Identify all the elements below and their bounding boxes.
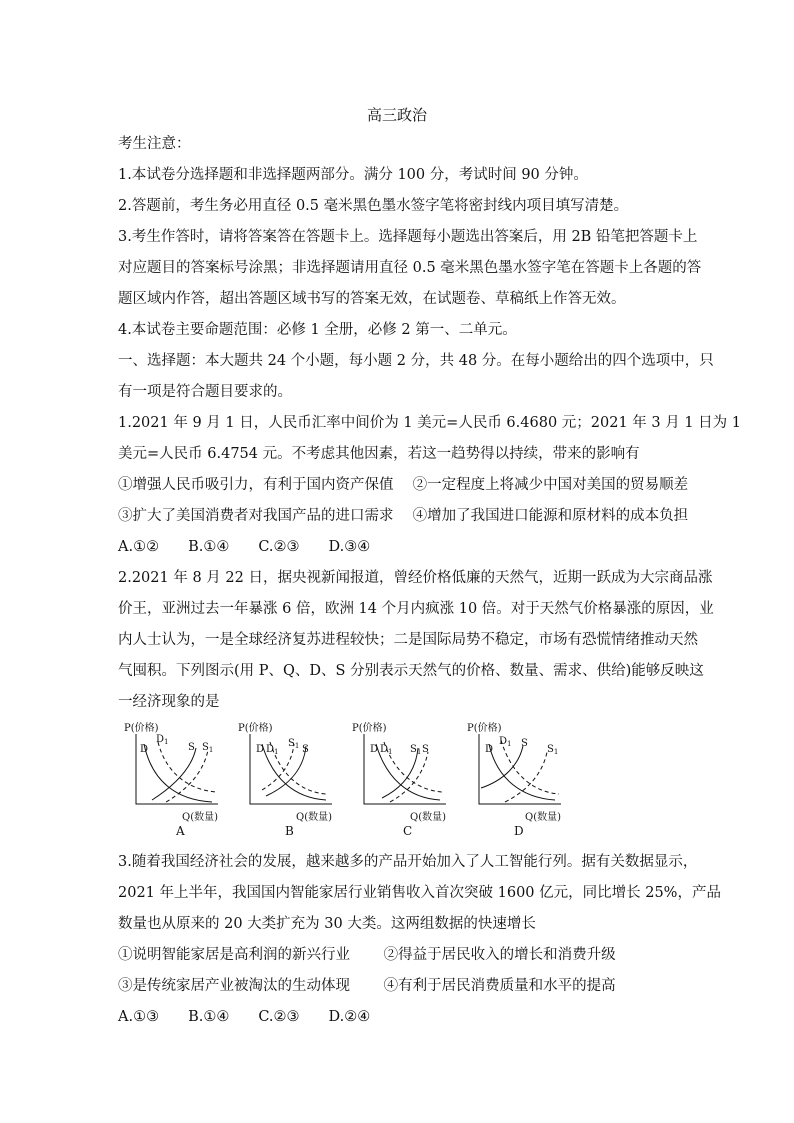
x-axis-label: Q(数量) <box>410 812 447 823</box>
curve-label-s1: $S_1$ <box>410 744 422 756</box>
curve-label-d1: $D_1$ <box>156 734 169 746</box>
supply-curve-s1 <box>390 752 428 802</box>
x-axis-label: Q(数量) <box>296 812 333 823</box>
page-title: 高三政治 <box>366 106 427 124</box>
notice-heading: 考生注意： <box>118 136 191 152</box>
section-heading: 有一项是符合题目要求的。 <box>118 384 292 400</box>
x-axis-label: Q(数量) <box>182 812 219 823</box>
q1-answers: A.①② B.①④ C.②③ D.③④ <box>118 539 371 555</box>
graph-label-b: B <box>285 824 294 838</box>
q3-option: ①说明智能家居是高利润的新兴行业 ②得益于居民收入的增长和消费升级 <box>118 947 616 963</box>
section-heading: 一、选择题：本大题共 24 个小题，每小题 2 分，共 48 分。在每小题给出的四个选项中，只 <box>118 353 714 369</box>
curve-label-d: D <box>140 744 149 755</box>
graph-label-c: C <box>403 824 413 838</box>
q3-answers: A.①③ B.①④ C.②③ D.②④ <box>118 1009 371 1025</box>
curve-label-d: D <box>485 744 494 755</box>
graph-c-svg <box>350 722 455 822</box>
curve-label-s1: $S_1$ <box>288 738 300 750</box>
curve-label-s: S <box>521 738 528 749</box>
q3-stem: 数量也从原来的 20 大类扩充为 30 大类。这两组数据的快速增长 <box>118 916 536 932</box>
q2-stem: 气囤积。下列图示(用 P、Q、D、S 分别表示天然气的价格、数量、需求、供给)能够反映这 <box>118 663 704 679</box>
graph-label-d: D <box>514 824 524 838</box>
curve-label-d: D <box>370 744 379 755</box>
supply-curve-s <box>152 748 196 800</box>
notice-item: 对应题目的答案标号涂黑；非选择题请用直径 0.5 毫米黑色墨水签字笔在答题卡上各题的答 <box>118 260 702 276</box>
supply-curve-s1 <box>166 750 208 802</box>
curve-label-s: S <box>422 744 429 755</box>
q2-stem: 2.2021 年 8 月 22 日，据央视新闻报道，曾经价格低廉的天然气，近期一跃成为大宗商品涨 <box>118 570 713 586</box>
notice-item: 2.答题前，考生务必用直径 0.5 毫米黑色墨水签字笔将密封线内项目填写清楚。 <box>118 198 629 214</box>
q3-stem: 2021 年上半年，我国国内智能家居行业销售收入首次突破 1600 亿元，同比增长 25%，产品 <box>118 885 721 901</box>
graph-b <box>236 722 341 822</box>
graph-c <box>350 722 455 822</box>
q3-option: ③是传统家居产业被淘汰的生动体现 ④有利于居民消费质量和水平的提高 <box>118 978 616 994</box>
curve-label-d1: $D_1$ <box>266 744 279 756</box>
notice-item: 1.本试卷分选择题和非选择题两部分。满分 100 分，考试时间 90 分钟。 <box>118 167 588 183</box>
curve-label-s: S <box>188 742 195 753</box>
y-axis-label: P(价格) <box>238 723 273 734</box>
notice-item: 4.本试卷主要命题范围：必修 1 全册，必修 2 第一、二单元。 <box>118 322 517 338</box>
q2-stem: 价王，亚洲过去一年暴涨 6 倍，欧洲 14 个月内疯涨 10 倍。对于天然气价格暴涨的原因，业 <box>118 601 714 617</box>
graph-a <box>122 722 227 822</box>
graph-a-svg <box>122 722 227 822</box>
notice-item: 3.考生作答时，请将答案答在答题卡上。选择题每小题选出答案后，用 2B 铅笔把答题卡上 <box>118 229 698 245</box>
graph-b-svg <box>236 722 341 822</box>
curve-label-d1: $D_1$ <box>380 744 393 756</box>
curve-label-d: D <box>256 744 265 755</box>
curve-label-s1: $S_1$ <box>202 742 214 754</box>
curve-label-s1: $S_1$ <box>547 744 559 756</box>
y-axis-label: P(价格) <box>352 723 387 734</box>
graph-d <box>465 722 570 822</box>
q1-option: ①增强人民币吸引力，有利于国内资产保值 ②一定程度上将减少中国对美国的贸易顺差 <box>118 477 689 493</box>
x-axis-label: Q(数量) <box>525 812 562 823</box>
y-axis-label: P(价格) <box>124 723 159 734</box>
q3-stem: 3.随着我国经济社会的发展，越来越多的产品开始加入了人工智能行列。据有关数据显示， <box>118 854 698 870</box>
graph-label-a: A <box>176 824 185 838</box>
q1-option: ③扩大了美国消费者对我国产品的进口需求 ④增加了我国进口能源和原材料的成本负担 <box>118 508 689 524</box>
q1-stem: 美元=人民币 6.4754 元。不考虑其他因素，若这一趋势得以持续，带来的影响有 <box>118 446 640 462</box>
q1-stem: 1.2021 年 9 月 1 日，人民币汇率中间价为 1 美元=人民币 6.4680 元；2021 年 3 月 1 日为 1 <box>118 415 742 431</box>
curve-label-s: S <box>302 744 309 755</box>
graph-d-svg <box>465 722 570 822</box>
curve-label-d1: $D_1$ <box>499 736 512 748</box>
y-axis-label: P(价格) <box>467 723 502 734</box>
q2-stem: 一经济现象的是 <box>118 694 220 710</box>
q2-stem: 内人士认为，一是全球经济复苏进程较快；二是国际局势不稳定，市场有恐慌情绪推动天然 <box>118 632 698 648</box>
supply-curve-s1 <box>505 752 547 802</box>
notice-item: 题区域内作答，超出答题区域书写的答案无效，在试题卷、草稿纸上作答无效。 <box>118 291 626 307</box>
